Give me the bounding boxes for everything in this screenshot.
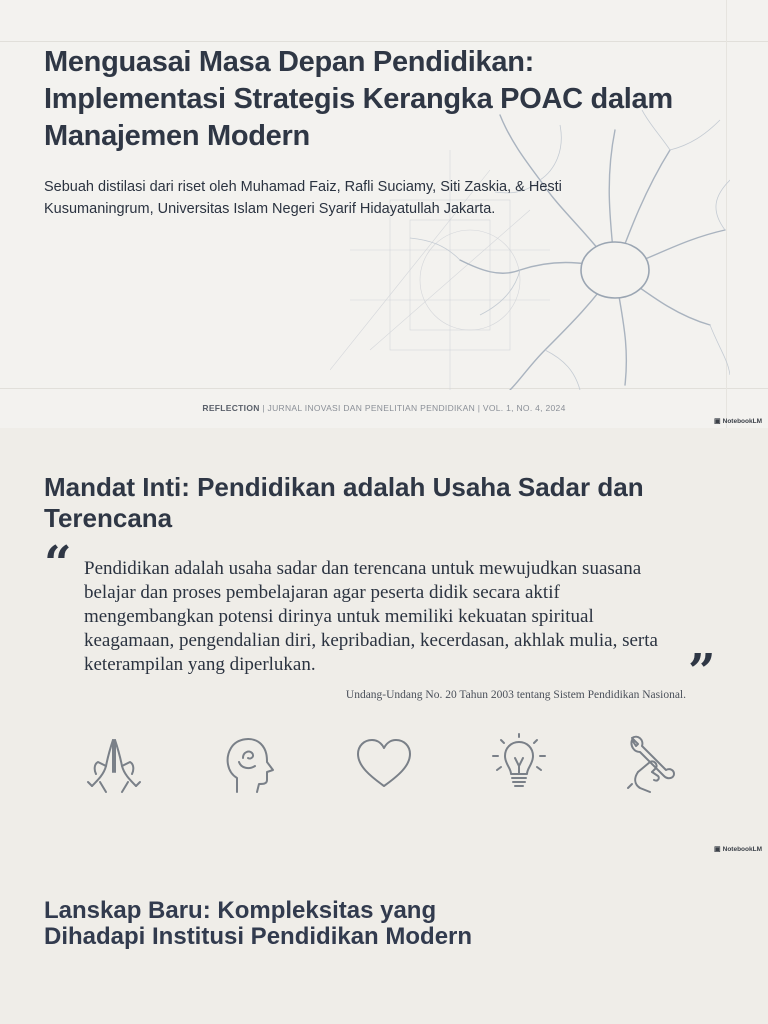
quote-text: Pendidikan adalah usaha sadar dan terencana untuk mewujudkan suasana belajar dan proses pembelajaran agar peserta didik secara aktif mengembangkan potensi dirinya untuk memiliki kekuatan spiritual keagamaan, pengendalian diri, kepribadian, kecerdasan, akhlak mulia, serta keterampilan yang diperlukan. — [84, 558, 658, 675]
journal-name: REFLECTION — [202, 403, 260, 413]
quote-close-icon: ” — [688, 644, 716, 700]
values-icon-row — [84, 732, 684, 802]
notebooklm-badge — [714, 417, 762, 425]
badge-label: NotebookLM — [722, 417, 762, 425]
title-slide — [0, 0, 768, 428]
notebooklm-badge — [714, 845, 762, 853]
badge-label: NotebookLM — [722, 845, 762, 853]
mandate-slide — [0, 428, 768, 858]
landscape-slide — [0, 858, 768, 1024]
hand-wrench-icon — [624, 732, 684, 796]
journal-details: | JURNAL INOVASI DAN PENELITIAN PENDIDIKAN | VOL. 1, NO. 4, 2024 — [259, 403, 566, 413]
notebooklm-icon: ▣ — [714, 418, 721, 425]
slide-title: Lanskap Baru: Kompleksitas yang Dihadapi Institusi Pendidikan Modern — [44, 897, 473, 950]
divider-line — [0, 41, 768, 42]
journal-footer — [0, 403, 768, 413]
head-mind-icon — [219, 732, 279, 796]
subtitle: Sebuah distilasi dari riset oleh Muhamad Faiz, Rafli Suciamy, Siti Zaskia, & Hesti Kusumaningrum, Universitas Islam Negeri Syarif Hidayatullah Jakarta. — [44, 179, 562, 217]
slide-title: Mandat Inti: Pendidikan adalah Usaha Sadar dan Terencana — [44, 472, 644, 533]
notebooklm-icon: ▣ — [714, 846, 721, 853]
praying-hands-icon — [84, 732, 144, 796]
page-title: Menguasai Masa Depan Pendidikan: Implementasi Strategis Kerangka POAC dalam Manajemen Modern — [44, 46, 673, 152]
quote-citation: Undang-Undang No. 20 Tahun 2003 tentang Sistem Pendidikan Nasional. — [345, 689, 686, 701]
heart-icon — [354, 732, 414, 796]
lightbulb-icon — [489, 732, 549, 796]
quote-open-icon: “ — [44, 536, 72, 592]
